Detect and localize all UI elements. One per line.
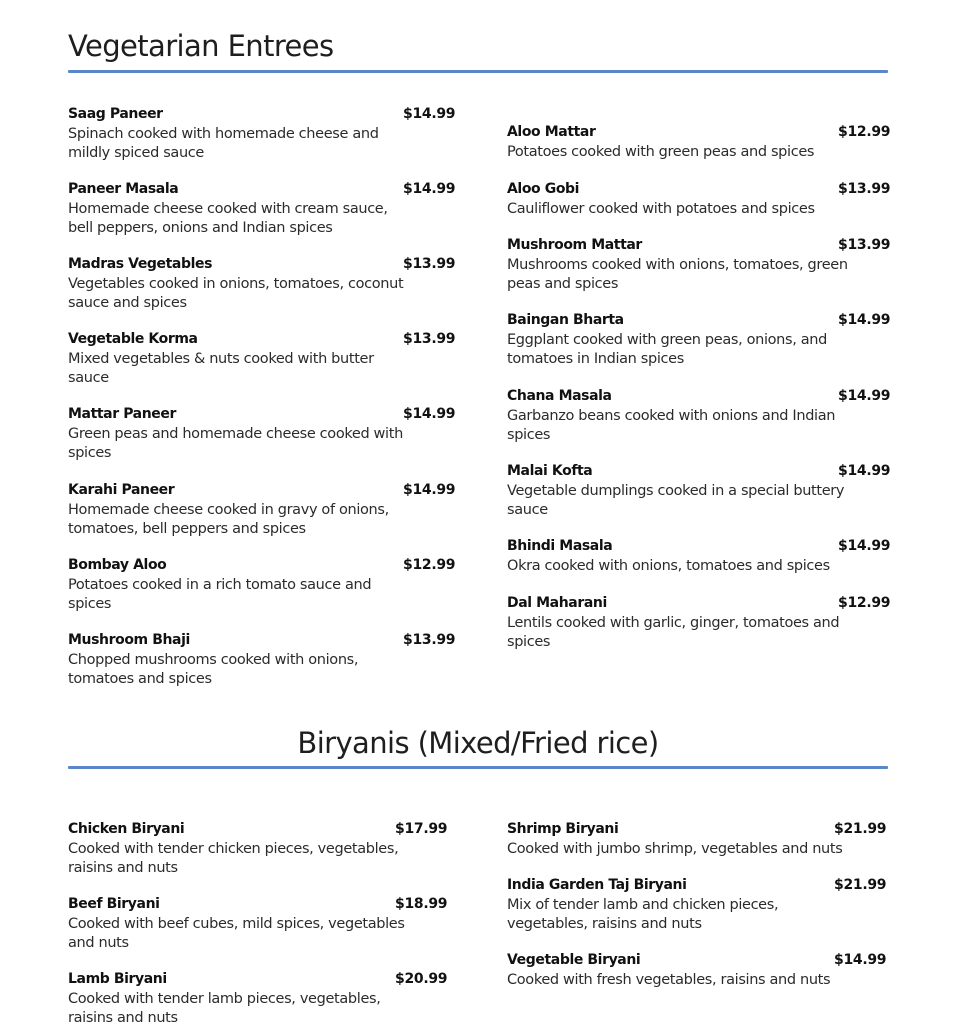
menu-item-price: $12.99: [403, 557, 456, 573]
menu-item-description: Cooked with beef cubes, mild spices, vegetables: [68, 916, 405, 932]
menu-item-name: Shrimp Biryani: [507, 821, 619, 837]
menu-item: [507, 877, 892, 934]
menu-item-price: $13.99: [838, 237, 891, 253]
menu-item: [507, 312, 892, 369]
menu-item-price: $18.99: [395, 896, 448, 912]
menu-item-description: bell peppers, onions and Indian spices: [68, 220, 333, 236]
menu-item-name: Lamb Biryani: [68, 971, 167, 987]
menu-item-price: $14.99: [403, 406, 456, 422]
menu-item-description: tomatoes and spices: [68, 671, 212, 687]
menu-item-description: Cooked with tender lamb pieces, vegetables,: [68, 991, 381, 1007]
menu-item-name: Chicken Biryani: [68, 821, 185, 837]
menu-item: [68, 256, 456, 313]
menu-item-price: $12.99: [838, 124, 891, 140]
menu-item-description: sauce: [68, 370, 109, 386]
menu-item-name: Mushroom Bhaji: [68, 632, 190, 648]
menu-item: [507, 538, 892, 576]
menu-item-description: sauce: [507, 502, 548, 518]
menu-item: [507, 821, 892, 859]
menu-item-description: spices: [68, 445, 112, 461]
biryanis-heading: Biryanis (Mixed/Fried rice): [297, 726, 659, 760]
menu-item-name: Dal Maharani: [507, 595, 607, 611]
menu-item-description: raisins and nuts: [68, 860, 178, 876]
menu-item-price: $13.99: [403, 331, 456, 347]
menu-item: [507, 181, 892, 219]
menu-item-price: $14.99: [838, 538, 891, 554]
menu-item: [68, 482, 456, 539]
menu-item-price: $17.99: [395, 821, 448, 837]
menu-item-description: Spinach cooked with homemade cheese and: [68, 126, 379, 142]
menu-item-description: Mix of tender lamb and chicken pieces,: [507, 897, 779, 913]
menu-item-description: Vegetables cooked in onions, tomatoes, coconut: [68, 276, 404, 292]
menu-item-description: Potatoes cooked with green peas and spices: [507, 144, 815, 160]
menu-item-description: tomatoes, bell peppers and spices: [68, 521, 306, 537]
menu-item-price: $13.99: [838, 181, 891, 197]
menu-item-name: Bombay Aloo: [68, 557, 167, 573]
vegetarian-entrees-heading: Vegetarian Entrees: [68, 29, 334, 63]
menu-item-description: raisins and nuts: [68, 1010, 178, 1026]
menu-item: [507, 237, 892, 294]
menu-item-description: spices: [507, 427, 551, 443]
menu-item-description: Green peas and homemade cheese cooked with: [68, 426, 403, 442]
menu-item: [507, 388, 892, 445]
menu-item-description: peas and spices: [507, 276, 619, 292]
menu-item: [507, 595, 892, 652]
menu-item-description: Eggplant cooked with green peas, onions, and: [507, 332, 827, 348]
menu-item-name: Aloo Mattar: [507, 124, 596, 140]
menu-item-name: Mattar Paneer: [68, 406, 176, 422]
menu-item: [68, 557, 456, 614]
menu-item-name: India Garden Taj Biryani: [507, 877, 687, 893]
menu-item-price: $14.99: [403, 482, 456, 498]
menu-item-description: Vegetable dumplings cooked in a special buttery: [507, 483, 845, 499]
menu-item-price: $14.99: [403, 181, 456, 197]
menu-item: [68, 406, 456, 463]
menu-item: [68, 821, 453, 878]
menu-item-description: Cooked with fresh vegetables, raisins and nuts: [507, 972, 831, 988]
menu-item-price: $20.99: [395, 971, 448, 987]
menu-item-name: Mushroom Mattar: [507, 237, 642, 253]
menu-item-description: Homemade cheese cooked with cream sauce,: [68, 201, 388, 217]
menu-item-price: $13.99: [403, 256, 456, 272]
menu-item-name: Aloo Gobi: [507, 181, 580, 197]
menu-item-name: Bhindi Masala: [507, 538, 613, 554]
menu-item-name: Vegetable Biryani: [507, 952, 641, 968]
menu-item-name: Beef Biryani: [68, 896, 160, 912]
menu-item-name: Malai Kofta: [507, 463, 593, 479]
menu-item: [68, 632, 456, 689]
menu-item: [68, 896, 453, 953]
menu-item-description: Cooked with jumbo shrimp, vegetables and nuts: [507, 841, 843, 857]
menu-item-name: Saag Paneer: [68, 106, 163, 122]
menu-item: [68, 181, 456, 238]
menu-item-description: sauce and spices: [68, 295, 187, 311]
menu-item-description: Cooked with tender chicken pieces, vegetables,: [68, 841, 399, 857]
menu-item: [68, 971, 453, 1028]
menu-item-description: tomatoes in Indian spices: [507, 351, 684, 367]
menu-item: [68, 106, 456, 163]
menu-item-price: $14.99: [834, 952, 887, 968]
menu-item-description: spices: [68, 596, 112, 612]
menu-item-price: $21.99: [834, 821, 887, 837]
menu-item-price: $12.99: [838, 595, 891, 611]
menu-item-description: Lentils cooked with garlic, ginger, tomatoes and: [507, 615, 840, 631]
menu-item-description: mildly spiced sauce: [68, 145, 204, 161]
menu-item-description: Homemade cheese cooked in gravy of onions,: [68, 502, 389, 518]
menu-item-price: $21.99: [834, 877, 887, 893]
menu-item-price: $14.99: [838, 388, 891, 404]
menu-item-name: Madras Vegetables: [68, 256, 213, 272]
vegetarian-heading-rule: [68, 70, 888, 73]
menu-item: [507, 463, 892, 520]
menu-item-description: vegetables, raisins and nuts: [507, 916, 702, 932]
menu-item-description: Cauliflower cooked with potatoes and spices: [507, 201, 815, 217]
biryanis-heading-rule: [68, 766, 888, 769]
menu-item-description: Mushrooms cooked with onions, tomatoes, green: [507, 257, 848, 273]
menu-item-name: Chana Masala: [507, 388, 612, 404]
menu-item-name: Paneer Masala: [68, 181, 179, 197]
menu-item-name: Baingan Bharta: [507, 312, 624, 328]
menu-item-description: Okra cooked with onions, tomatoes and spices: [507, 558, 830, 574]
menu-item-price: $14.99: [403, 106, 456, 122]
menu-item-description: spices: [507, 634, 551, 650]
menu-item-description: Mixed vegetables & nuts cooked with butter: [68, 351, 374, 367]
menu-item-name: Vegetable Korma: [68, 331, 198, 347]
menu-item-name: Karahi Paneer: [68, 482, 175, 498]
menu-item: [507, 124, 892, 162]
menu-item-description: and nuts: [68, 935, 129, 951]
menu-item-price: $14.99: [838, 463, 891, 479]
menu-item-description: Potatoes cooked in a rich tomato sauce and: [68, 577, 372, 593]
menu-item-price: $14.99: [838, 312, 891, 328]
menu-item: [507, 952, 892, 990]
menu-item-description: Chopped mushrooms cooked with onions,: [68, 652, 359, 668]
menu-item: [68, 331, 456, 388]
menu-item-price: $13.99: [403, 632, 456, 648]
menu-item-description: Garbanzo beans cooked with onions and Indian: [507, 408, 836, 424]
